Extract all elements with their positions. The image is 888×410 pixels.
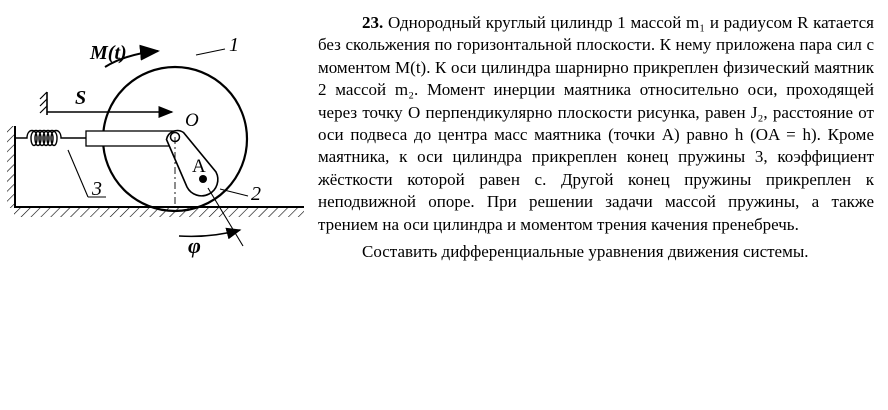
problem-statement: [318, 12, 874, 236]
label-s: S: [75, 87, 87, 109]
label-moment: M(t): [90, 42, 127, 64]
spring-3: [15, 131, 86, 146]
label-spring-3: 3: [92, 178, 102, 200]
label-phi: φ: [188, 233, 201, 258]
fixed-support: [7, 126, 15, 208]
problem-number: 23.: [362, 13, 384, 32]
s-dimension: [40, 92, 172, 115]
problem-paragraph-1: Однородный круглый цилиндр 1 массой m₁ и радиусом R катается без скольжения по горизонтальной плоскости. К нему приложена пара сил с моментом M(t). К оси цилиндра шарнирно прикреплен физический маятник 2 массой m₂. Момент инерции маятника относительно оси, проходящей через точку O перпендикулярно плоскости рисунка, равен J₂, расстояние от оси подвеса до центра масс маятника (точки А) равно h (OA = h). Кроме маятника, к оси цилиндра прикреплен конец пружины 3, коэффициент жёсткости которой равен c. Другой конец пружины прикреплен к неподвижной опоре. При решении задачи массой пружины, а также трением на оси цилиндра и моментом трения качения пренебречь.: [318, 13, 875, 234]
problem-text: [318, 12, 874, 263]
problem-paragraph-2: Составить дифференциальные уравнения движения системы.: [362, 242, 809, 262]
label-pendulum-2: 2: [251, 183, 261, 205]
mechanism-figure: [0, 0, 310, 290]
label-a: A: [192, 156, 206, 177]
label-cylinder-1: 1: [229, 34, 239, 56]
label-o: O: [185, 110, 199, 131]
mechanism-drawing: [0, 0, 310, 290]
spring-rod: [86, 131, 174, 146]
